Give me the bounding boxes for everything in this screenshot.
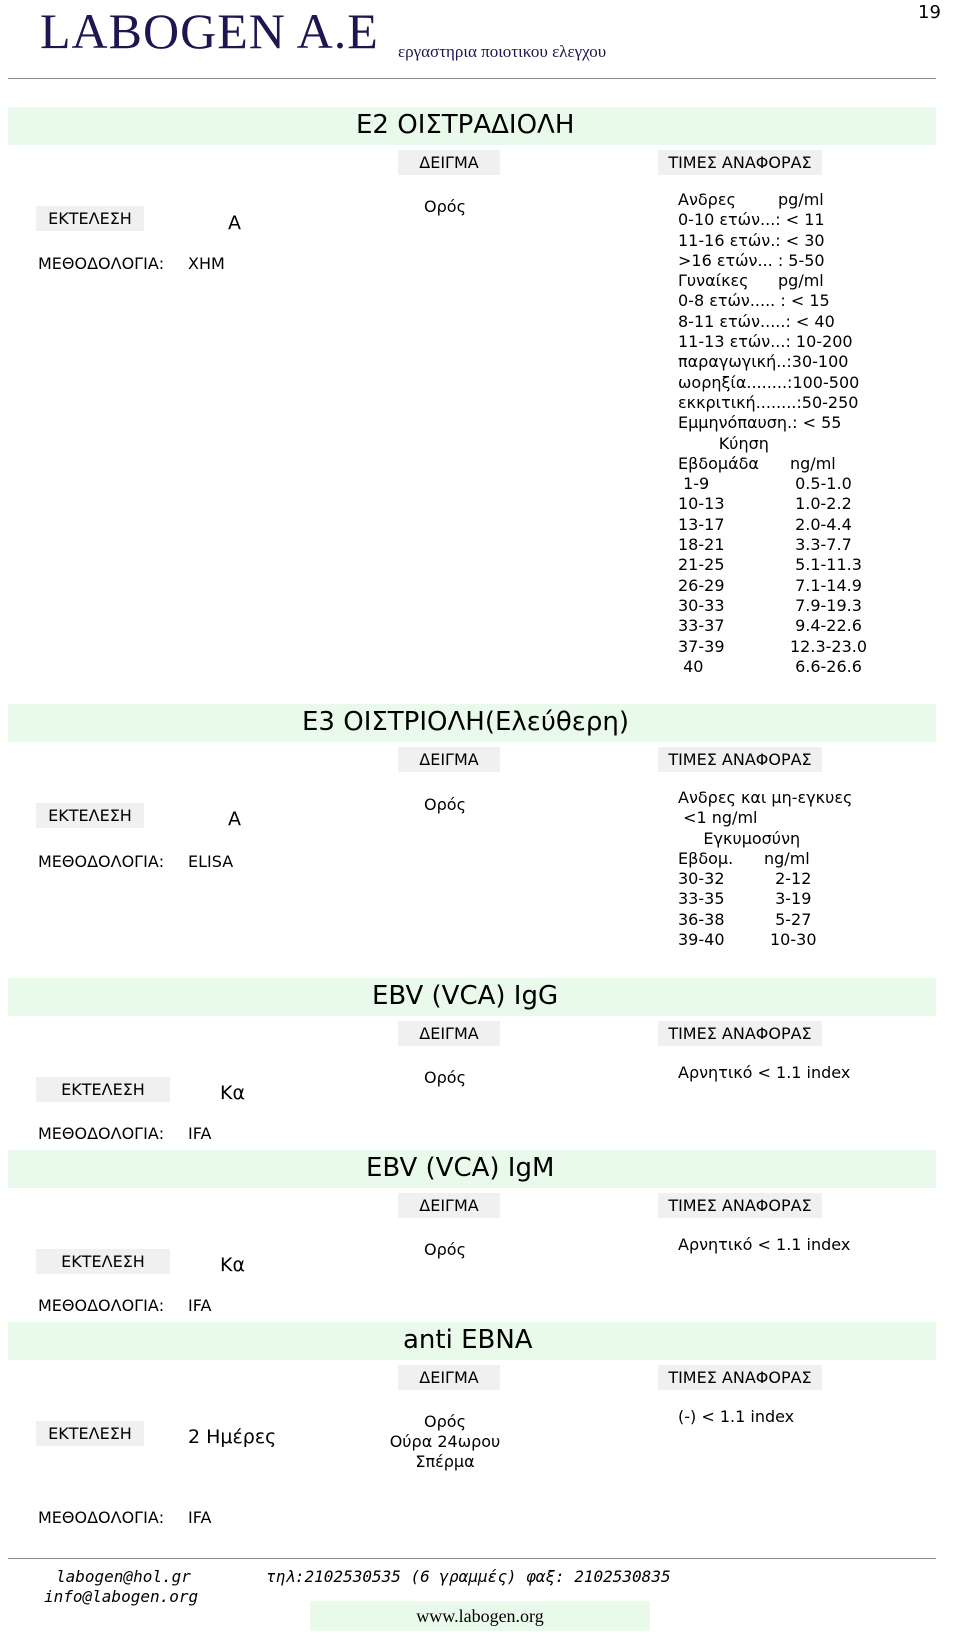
reference-line: 33-35 3-19 [678,889,812,909]
reference-line: 18-21 3.3-7.7 [678,535,852,555]
reference-line: 30-32 2-12 [678,869,812,889]
method-value: IFA [188,1508,212,1527]
method-label: ΜΕΘΟΔΟΛΟΓΙΑ: [38,852,165,871]
execution-label: ΕΚΤΕΛΕΣΗ [36,803,144,828]
execution-value: 2 Ημέρες [188,1426,277,1448]
reference-line: Ανδρες και μη-εγκυες [678,788,853,807]
method-label: ΜΕΘΟΔΟΛΟΓΙΑ: [38,1124,165,1143]
reference-header: ΤΙΜΕΣ ΑΝΑΦΟΡΑΣ [658,747,822,772]
test-title: EBV (VCA) IgM [366,1153,555,1183]
reference-line: 37-39 12.3-23.0 [678,636,868,656]
reference-line: Εγκυμοσύνη [678,828,801,848]
company-tagline: εργαστηρια ποιοτικου ελεγχου [398,42,607,61]
sample-item: Ορός [424,197,466,216]
sample-list [365,197,525,217]
sample-item: Ορός [424,1412,466,1431]
sample-header: ΔΕΙΓΜΑ [398,1365,500,1390]
test-title: EBV (VCA) IgG [372,981,559,1011]
reference-value: Αρνητικό < 1.1 index [678,1235,851,1254]
reference-line: 10-13 1.0-2.2 [678,494,852,514]
reference-line: 26-29 7.1-14.9 [678,575,862,595]
sample-item: Ούρα 24ωρου [389,1432,501,1451]
method-value: IFA [188,1296,212,1315]
reference-values [678,190,867,677]
execution-label: ΕΚΤΕΛΕΣΗ [36,1077,170,1102]
reference-value: Αρνητικό < 1.1 index [678,1063,851,1082]
sample-item: Ορός [424,1068,466,1087]
sample-item: Ορός [424,795,466,814]
method-label: ΜΕΘΟΔΟΛΟΓΙΑ: [38,1508,165,1527]
reference-header: ΤΙΜΕΣ ΑΝΑΦΟΡΑΣ [658,1021,822,1046]
test-title: anti EBNA [403,1325,533,1355]
execution-label: ΕΚΤΕΛΕΣΗ [36,1421,144,1446]
sample-header: ΔΕΙΓΜΑ [398,150,500,175]
execution-label: ΕΚΤΕΛΕΣΗ [36,1249,170,1274]
reference-line: 33-37 9.4-22.6 [678,616,862,636]
reference-line: Εμμηνόπαυση.: < 55 [678,413,842,433]
footer-email-1: labogen@hol.gr [56,1567,191,1586]
header-divider [8,78,936,79]
reference-line: Ανδρες pg/ml [678,190,824,209]
reference-line: 36-38 5-27 [678,909,812,929]
reference-header: ΤΙΜΕΣ ΑΝΑΦΟΡΑΣ [658,1365,822,1390]
reference-line: παραγωγική..:30-100 [678,352,849,372]
reference-line: 13-17 2.0-4.4 [678,514,852,534]
execution-value: Κα [220,1082,245,1104]
reference-line: 8-11 ετών.....: < 40 [678,311,835,331]
sample-item: Σπέρμα [415,1452,475,1471]
footer-phone: τηλ:2102530535 (6 γραμμές) φαξ: 2102530835 [266,1567,671,1586]
reference-line: 39-40 10-30 [678,930,817,950]
reference-line: Γυναίκες pg/ml [678,271,824,291]
footer-website: www.labogen.org [310,1601,650,1631]
execution-label: ΕΚΤΕΛΕΣΗ [36,206,144,231]
method-value: ELISA [188,852,234,871]
reference-value: (-) < 1.1 index [678,1407,795,1426]
reference-line: ωορηξία........:100-500 [678,372,860,392]
reference-line: <1 ng/ml [678,808,758,828]
sample-item: Ορός [424,1240,466,1259]
reference-line: 21-25 5.1-11.3 [678,555,862,575]
method-value: IFA [188,1124,212,1143]
execution-value: Α [228,212,241,234]
execution-value: Α [228,808,241,830]
sample-list [365,795,525,815]
method-label: ΜΕΘΟΔΟΛΟΓΙΑ: [38,1296,165,1315]
sample-header: ΔΕΙΓΜΑ [398,1193,500,1218]
reference-header: ΤΙΜΕΣ ΑΝΑΦΟΡΑΣ [658,150,822,175]
execution-value: Κα [220,1254,245,1276]
footer-divider [8,1558,936,1559]
reference-line: Κύηση [678,433,769,453]
method-value: ΧΗΜ [188,254,225,273]
reference-header: ΤΙΜΕΣ ΑΝΑΦΟΡΑΣ [658,1193,822,1218]
reference-line: 30-33 7.9-19.3 [678,595,862,615]
test-title: E3 ΟΙΣΤΡΙΟΛΗ(Ελεύθερη) [302,707,629,737]
reference-line: >16 ετών... : 5-50 [678,250,825,270]
reference-line: 0-8 ετών..... : < 15 [678,291,830,311]
sample-list [365,1240,525,1260]
page-number: 19 [918,2,941,23]
reference-line: 11-13 ετών...: 10-200 [678,332,853,352]
reference-line: 40 6.6-26.6 [678,656,862,676]
reference-line: Εβδομάδα ng/ml [678,453,836,473]
test-title: E2 ΟΙΣΤΡΑΔΙΟΛΗ [356,110,575,140]
sample-list [365,1068,525,1088]
reference-line: 0-10 ετών...: < 11 [678,210,825,230]
footer-email-2: info@labogen.org [44,1587,199,1606]
company-logo: LABOGEN A.E [40,3,379,59]
method-label: ΜΕΘΟΔΟΛΟΓΙΑ: [38,254,165,273]
reference-line: Εβδομ. ng/ml [678,848,810,868]
sample-list [365,1412,525,1472]
reference-values [678,788,852,950]
sample-header: ΔΕΙΓΜΑ [398,1021,500,1046]
reference-line: 11-16 ετών.: < 30 [678,230,825,250]
reference-line: 1-9 0.5-1.0 [678,474,852,494]
reference-line: εκκριτική........:50-250 [678,392,859,412]
sample-header: ΔΕΙΓΜΑ [398,747,500,772]
